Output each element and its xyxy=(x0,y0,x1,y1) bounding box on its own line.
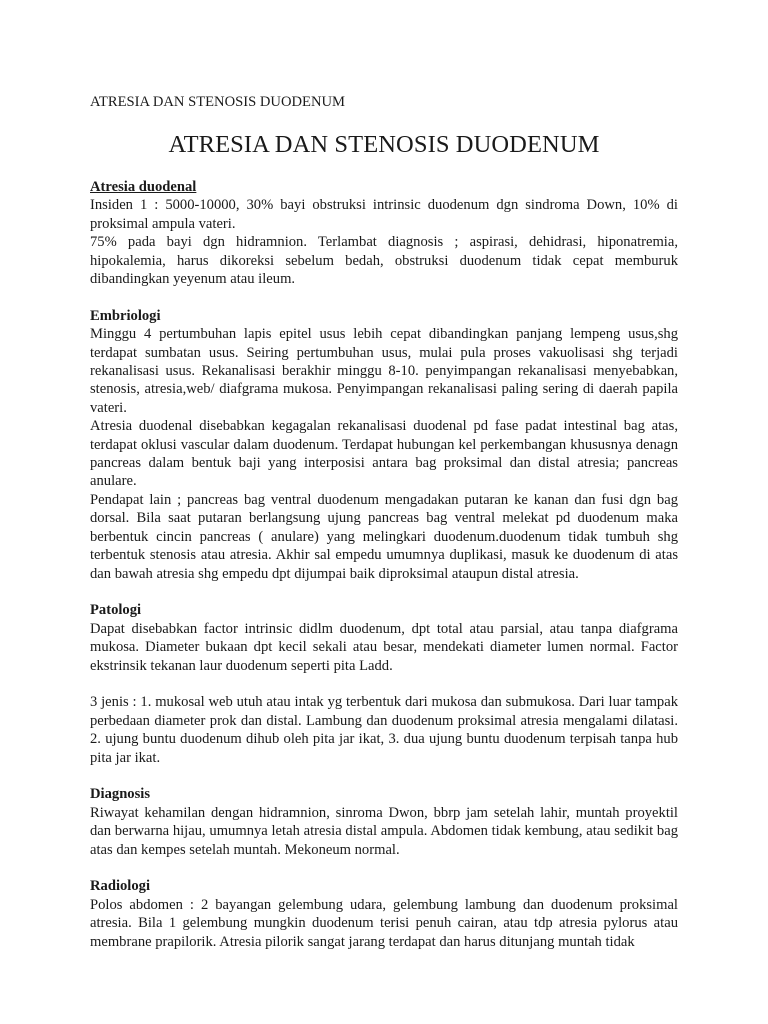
section-heading: Radiologi xyxy=(90,878,151,895)
document-header: ATRESIA DAN STENOSIS DUODENUM xyxy=(90,94,345,110)
paragraph: 75% pada bayi dgn hidramnion. Terlambat diagnosis ; aspirasi, dehidrasi, hiponatremia, hipokalemia, harus dikoreksi sebelum bedah, obstruksi duodenum tidak cepat memburuk dibandingkan yeyenum atau ileum. xyxy=(90,234,678,288)
document-body xyxy=(90,178,678,951)
section-heading: Patologi xyxy=(90,602,142,619)
paragraph: Minggu 4 pertumbuhan lapis epitel usus lebih cepat dibandingkan panjang lempeng usus,shg terdapat sumbatan usus. Seiring pertumbuhan usus, mulai pula proses vakuolisasi shg terjadi rekanalisasi usus. Rekanalisasi berakhir minggu 8-10. penyimpangan rekanalisasi menyebabkan, stenosis, atresia,web/ diafgrama mukosa. Penyimpangan rekanalisasi paling sering di daerah papila vateri. xyxy=(90,326,678,416)
paragraph: Dapat disebabkan factor intrinsic didlm duodenum, dpt total atau parsial, atau tanpa diafgrama mukosa. Diameter bukaan dpt kecil sekali atau besar, mendekati diameter lumen normal. Factor ekstrinsik tekanan laur duodenum seperti pita Ladd. xyxy=(90,620,678,674)
paragraph: 3 jenis : 1. mukosal web utuh atau intak yg terbentuk dari mukosa dan submukosa. Dari luar tampak perbedaan diameter prok dan distal. Lambung dan duodenum proksimal atresia mengalami dilatasi. 2. ujung buntu duodenum dihub oleh pita jar ikat, 3. dua ujung buntu duodenum terpisah tanpa hub pita jar ikat. xyxy=(90,694,678,766)
section-heading: Embriologi xyxy=(90,307,161,324)
paragraph: Polos abdomen : 2 bayangan gelembung udara, gelembung lambung dan duodenum proksimal atresia. Bila 1 gelembung mungkin duodenum terisi penuh cairan, atau tdp atresia pylorus atau membrane prapilorik. Atresia pilorik sangat jarang terdapat dan harus ditunjang muntah tidak xyxy=(90,896,678,950)
paragraph: Atresia duodenal disebabkan kegagalan rekanalisasi duodenal pd fase padat intestinal bag atas, terdapat oklusi vascular dalam duodenum. Terdapat hubungan kel perkembangan khususnya denagn pancreas dalam bentuk baji yang interposisi antara bag proksimal dan distal atresia; pancreas anulare. xyxy=(90,418,678,490)
section-heading: Atresia duodenal xyxy=(90,179,197,195)
section-heading: Diagnosis xyxy=(90,786,151,803)
paragraph: Pendapat lain ; pancreas bag ventral duodenum mengadakan putaran ke kanan dan fusi dgn bag dorsal. Bila saat putaran berlangsung ujung pancreas bag ventral melekat pd duodenum maka berbentuk cincin pancreas ( anulare) yang melingkari duodenum.duodenum tidak tumbuh shg terbentuk stenosis atau atresia. Akhir sal empedu umumnya duplikasi, masuk ke duodenum di atas dan bawah atresia shg empedu dpt dijumpai baik diproksimal ataupun distal atresia. xyxy=(90,491,678,582)
document-title: ATRESIA DAN STENOSIS DUODENUM xyxy=(168,131,600,158)
paragraph: Insiden 1 : 5000-10000, 30% bayi obstruksi intrinsic duodenum dgn sindroma Down, 10% di proksimal ampula vateri. xyxy=(90,197,678,232)
paragraph: Riwayat kehamilan dengan hidramnion, sinroma Dwon, bbrp jam setelah lahir, muntah proyektil dan berwarna hijau, umumnya letah atresia distal ampula. Abdomen tidak kembung, atau sedikit bag atas dan kempes setelah muntah. Mekoneum normal. xyxy=(90,804,678,858)
